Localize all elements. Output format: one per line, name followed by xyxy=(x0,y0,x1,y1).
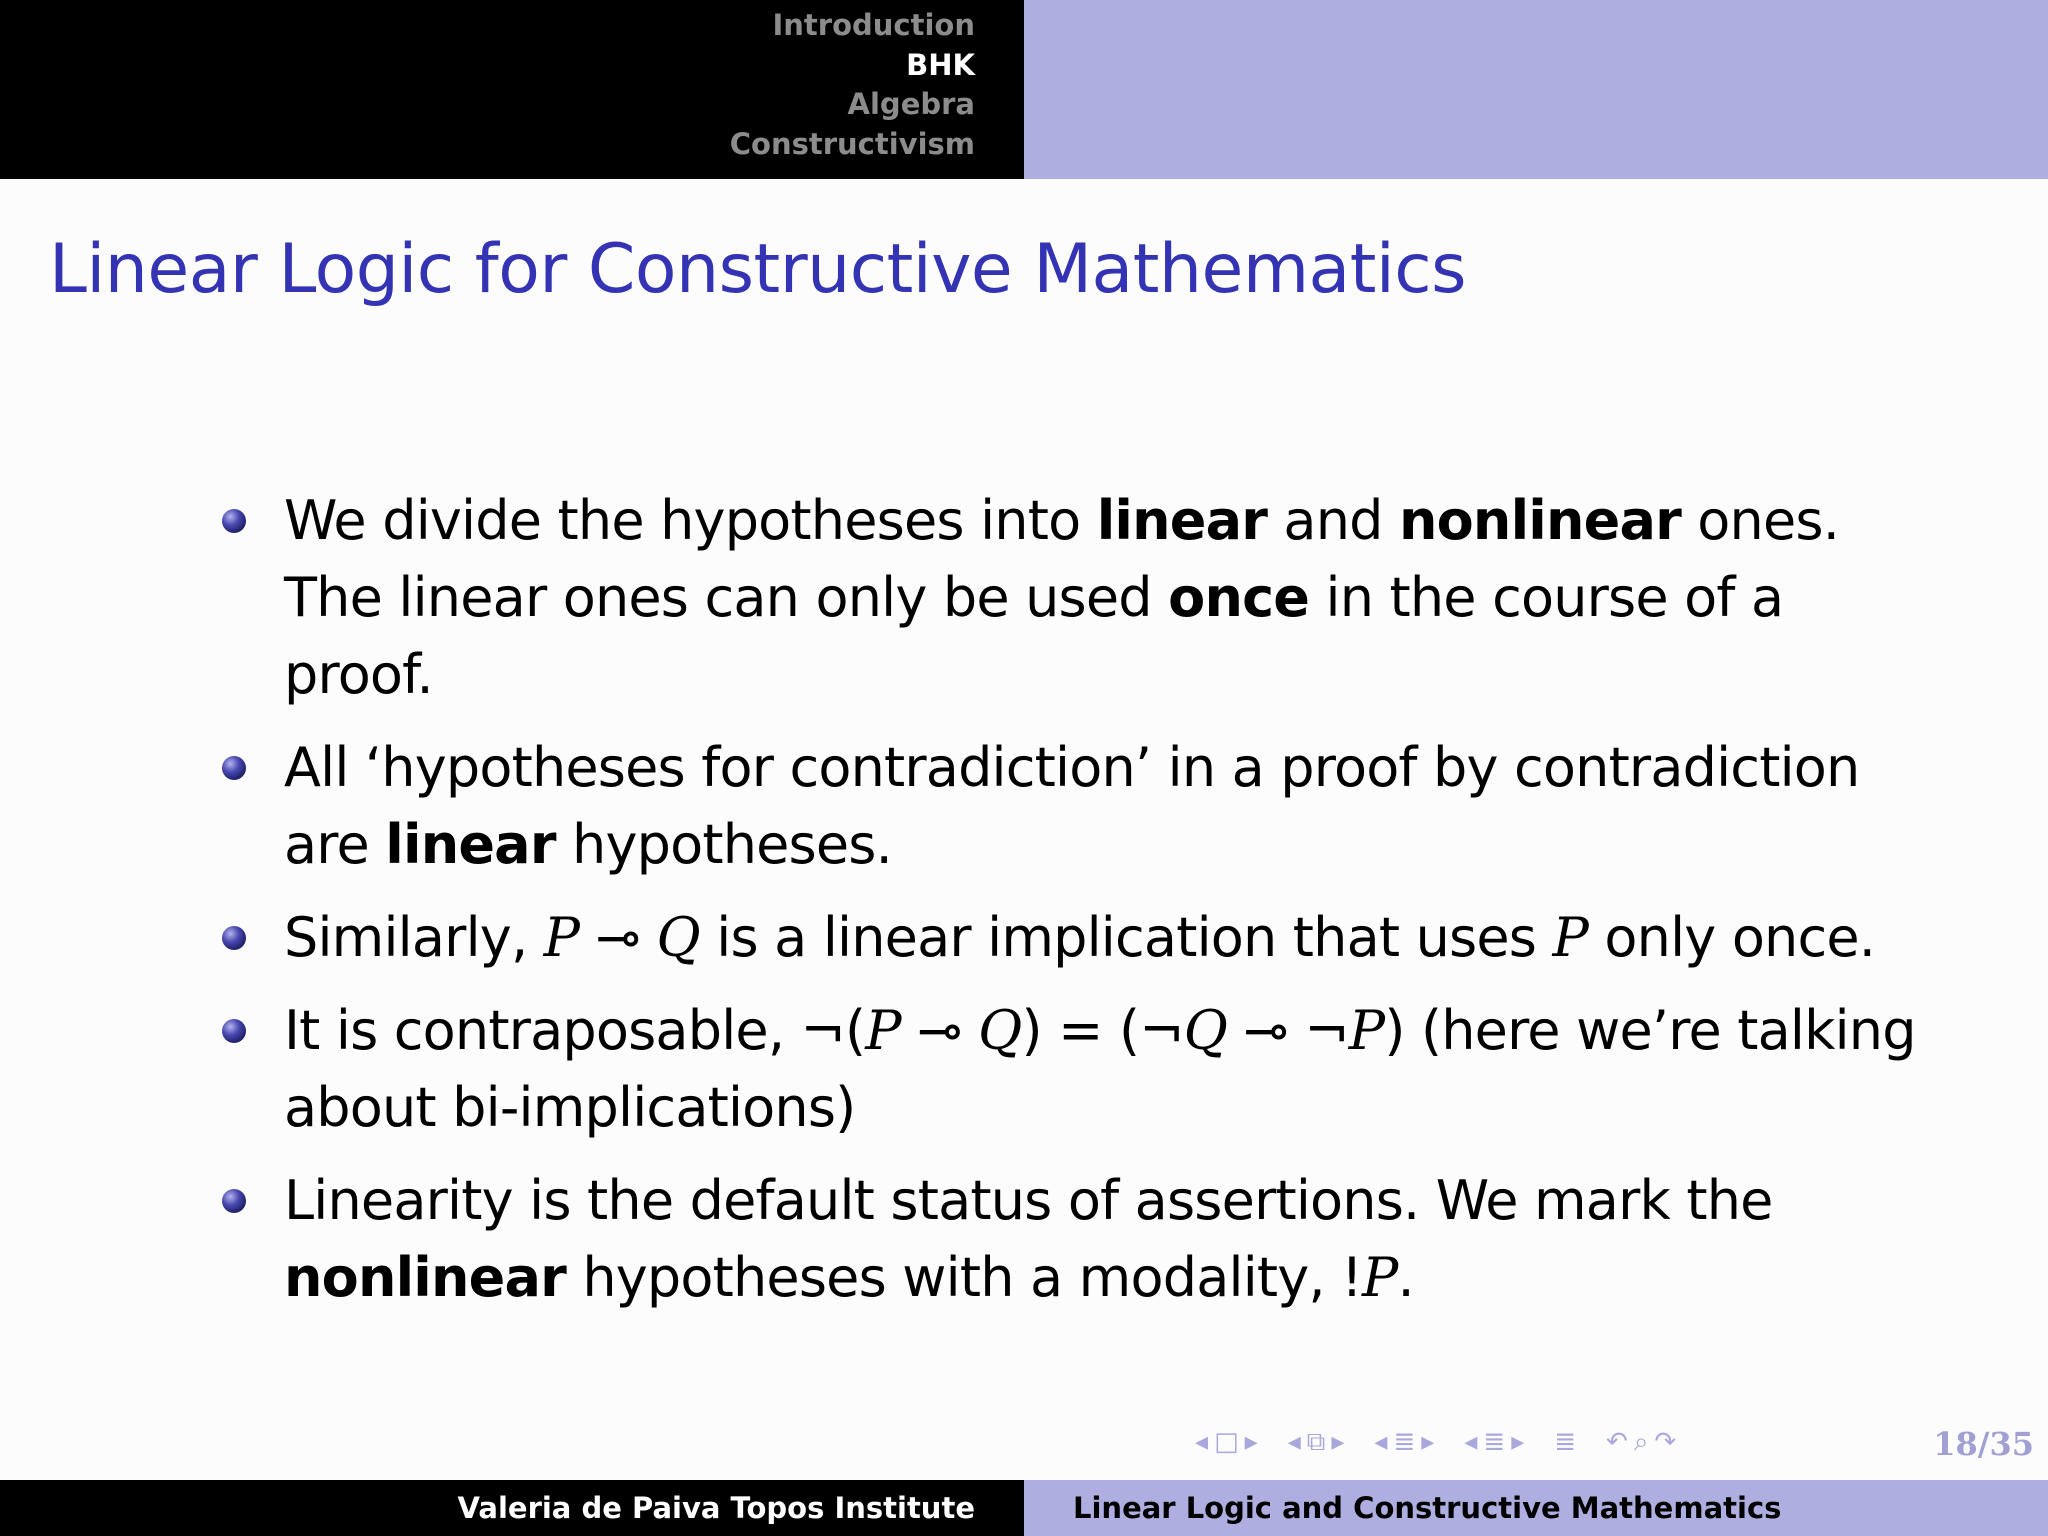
text-run: ) = (¬ xyxy=(1021,999,1184,1062)
bullet-item xyxy=(222,729,1922,883)
text-run: ⊸ ¬ xyxy=(1227,999,1349,1062)
section-navigation xyxy=(730,6,975,164)
navigation-symbols xyxy=(1195,1424,1706,1460)
bold-term: linear xyxy=(385,813,556,876)
bold-term: nonlinear xyxy=(284,1246,566,1309)
text-run: ⊸ xyxy=(900,999,979,1062)
bullet-item xyxy=(222,899,1922,976)
header-right-panel xyxy=(1024,0,2048,179)
frame-title: Linear Logic for Constructive Mathematics xyxy=(49,230,1467,309)
section-icon[interactable]: ≣ xyxy=(1393,1427,1416,1457)
footer-bar xyxy=(0,1480,2048,1536)
bullet-text xyxy=(284,489,1839,706)
footer-author: Valeria de Paiva Topos Institute xyxy=(457,1491,975,1525)
bullet-text xyxy=(284,1169,1773,1309)
slide-icon[interactable]: ≣ xyxy=(1483,1427,1506,1457)
bold-term: once xyxy=(1168,566,1310,629)
bullet-text xyxy=(284,999,1916,1139)
previous-subsection-icon[interactable]: ◂ xyxy=(1287,1427,1301,1457)
footer-left-panel xyxy=(0,1480,1024,1536)
section-nav-group xyxy=(1374,1427,1440,1457)
page-number: 18/35 xyxy=(1933,1425,2034,1463)
section-link-algebra[interactable]: Algebra xyxy=(847,87,975,121)
bullet-item xyxy=(222,482,1922,713)
footer-title: Linear Logic and Constructive Mathematics xyxy=(1073,1491,1782,1525)
bullet-item xyxy=(222,1162,1922,1316)
header-left-panel xyxy=(0,0,1024,179)
frame-nav-group xyxy=(1195,1427,1264,1457)
text-run: Linearity is the default status of assertions. We mark the xyxy=(284,1169,1773,1232)
math-variable: P xyxy=(1348,999,1385,1062)
math-variable: P xyxy=(1552,906,1589,969)
next-subsection-icon[interactable]: ▸ xyxy=(1331,1427,1345,1457)
bullet-ball-icon xyxy=(222,926,246,950)
text-run: ⊸ xyxy=(579,906,657,969)
text-run: All ‘hypotheses for contradiction’ in a proof by contradiction are xyxy=(284,736,1860,876)
frame-icon[interactable]: □ xyxy=(1214,1427,1239,1457)
text-run: in the course of a proof. xyxy=(284,566,1784,706)
bullet-ball-icon xyxy=(222,756,246,780)
section-link-constructivism[interactable]: Constructivism xyxy=(729,126,975,161)
footer-right-panel xyxy=(1024,1480,2048,1536)
text-run: Similarly, xyxy=(284,906,544,969)
section-link-bhk[interactable]: BHK xyxy=(906,47,975,82)
previous-section-icon[interactable]: ◂ xyxy=(1374,1427,1388,1457)
math-variable: Q xyxy=(1183,999,1228,1062)
next-frame-icon[interactable]: ▸ xyxy=(1244,1427,1258,1457)
math-variable: Q xyxy=(656,906,700,969)
text-run: . xyxy=(1397,1246,1414,1309)
bullet-ball-icon xyxy=(222,509,246,533)
text-run: ones. The linear ones can only be used xyxy=(284,489,1840,629)
math-variable: Q xyxy=(978,999,1022,1062)
previous-frame-icon[interactable]: ◂ xyxy=(1195,1427,1209,1457)
search-icon[interactable]: ⌕ xyxy=(1633,1426,1649,1457)
slide-nav-group xyxy=(1464,1427,1530,1457)
section-link-introduction[interactable]: Introduction xyxy=(772,8,975,42)
bullet-text xyxy=(284,736,1859,876)
subsection-nav-group xyxy=(1288,1427,1351,1458)
bullet-ball-icon xyxy=(222,1019,246,1043)
text-run: ) (here we’re talking about bi-implications) xyxy=(284,999,1916,1139)
next-slide-icon[interactable]: ▸ xyxy=(1511,1427,1525,1457)
bold-term: nonlinear xyxy=(1398,489,1681,552)
text-run: hypotheses with a modality, ! xyxy=(565,1246,1362,1309)
math-variable: P xyxy=(865,999,901,1062)
bullet-text xyxy=(284,906,1875,969)
text-run: It is contraposable, ¬( xyxy=(284,999,866,1062)
previous-slide-icon[interactable]: ◂ xyxy=(1464,1427,1478,1457)
bullet-ball-icon xyxy=(222,1189,246,1213)
math-variable: P xyxy=(543,906,580,969)
back-icon[interactable]: ↶ xyxy=(1606,1427,1628,1457)
forward-icon[interactable]: ↷ xyxy=(1654,1427,1677,1457)
text-run: and xyxy=(1267,489,1399,552)
header-bar xyxy=(0,0,2048,179)
bold-term: linear xyxy=(1096,489,1268,552)
bullet-item xyxy=(222,992,1922,1146)
text-run: We divide the hypotheses into xyxy=(284,489,1097,552)
toc-nav-group xyxy=(1554,1427,1582,1457)
text-run: is a linear implication that uses xyxy=(699,906,1553,969)
text-run: hypotheses. xyxy=(555,813,892,876)
next-section-icon[interactable]: ▸ xyxy=(1421,1427,1435,1457)
math-variable: P xyxy=(1362,1246,1398,1309)
search-nav-group xyxy=(1606,1427,1682,1458)
table-of-contents-icon[interactable]: ≣ xyxy=(1554,1427,1577,1457)
bullet-list xyxy=(222,482,1922,1332)
text-run: only once. xyxy=(1588,906,1876,969)
subsection-icon[interactable]: ⧉ xyxy=(1306,1426,1326,1457)
